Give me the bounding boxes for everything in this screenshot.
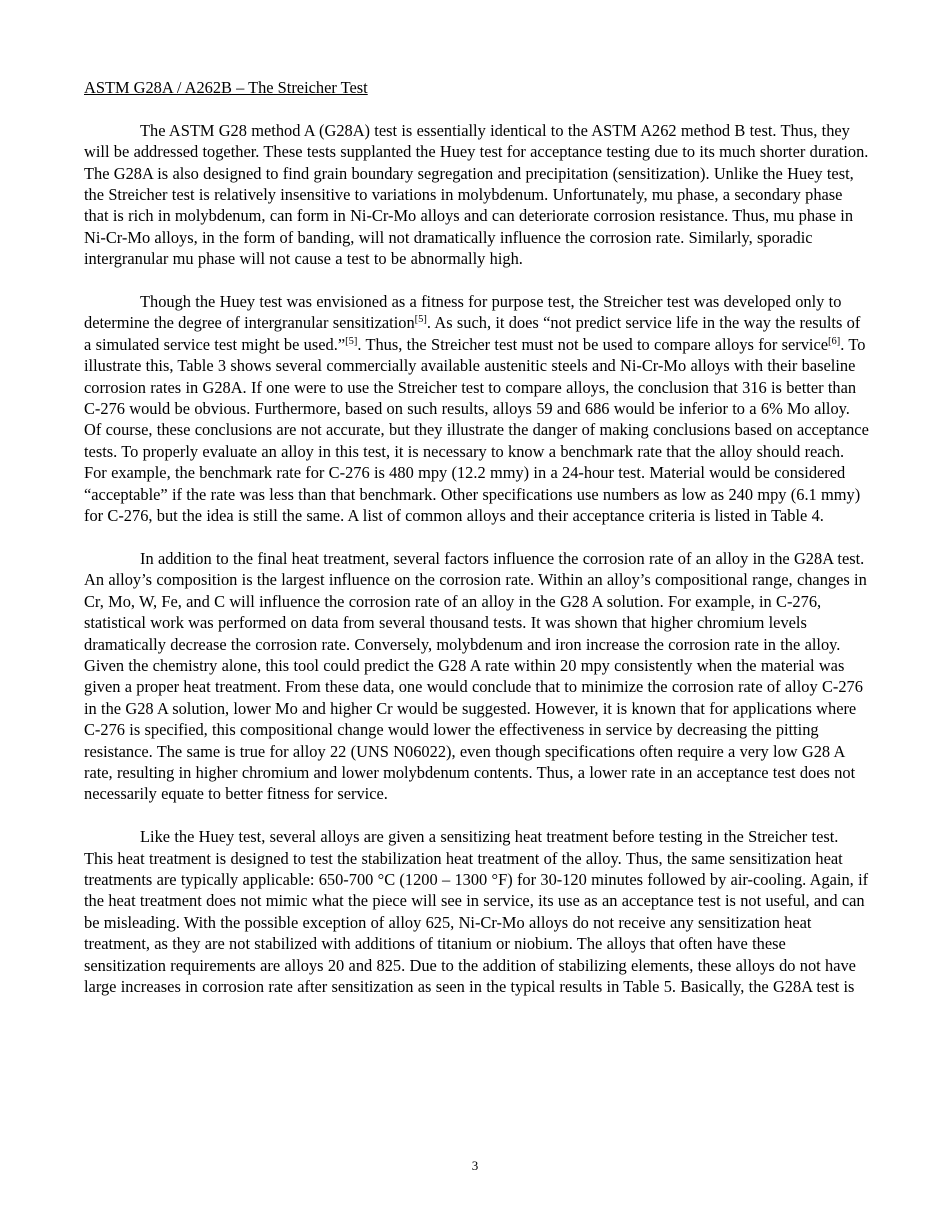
paragraph-text: . As such, it does “not predict service life in the way the results of a simulated service test might be used.” [84, 313, 861, 354]
paragraph-text: In addition to the final heat treatment, several factors influence the corrosion rate of an alloy in the G28A test. An alloy’s composition is the largest influence on the corrosion rate. Within an alloy’s compositional range, changes in Cr, Mo, W, Fe, and C will influence the corrosion rate of an alloy in the G28 A solution. For example, in C-276, statistical work was performed on data from several thousand tests. It was shown that higher chromium levels dramatically decrease the corrosion rate. Conversely, molybdenum and iron increase the corrosion rate in the alloy. Given the chemistry alone, this tool could predict the G28 A rate within 20 mpy consistently when the material was given a proper heat treatment. From these data, one would conclude that to minimize the corrosion rate of alloy C-276 in the G28 A solution, lower Mo and higher Cr would be suggested. However, it is known that for applications where C-276 is specified, this compositional change would lower the effectiveness in service by decreasing the pitting resistance. The same is true for alloy 22 (UNS N06022), even though specifications often require a very low G28 A rate, resulting in higher chromium and lower molybdenum contents. Thus, a lower rate in an acceptance test does not necessarily equate to better fitness for service. [84, 548, 867, 804]
paragraph-text: Though the Huey test was envisioned as a fitness for purpose test, the Streicher test was developed only to determine the degree of intergranular sensitization [84, 292, 842, 333]
paragraph-text: . Thus, the Streicher test must not be used to compare alloys for service [357, 334, 829, 354]
paragraph [84, 291, 869, 526]
page-number: 3 [471, 1158, 479, 1173]
paragraph-container [84, 120, 869, 998]
paragraph [84, 120, 869, 270]
paragraph [84, 548, 869, 805]
citation-reference: [6] [828, 335, 841, 347]
citation-reference: [5] [414, 314, 427, 326]
paragraph-text: Like the Huey test, several alloys are given a sensitizing heat treatment before testing in the Streicher test. This heat treatment is designed to test the stabilization heat treatment of the alloy. Thus, the same sensitization heat treatments are typically applicable: 650-700 °C (1200 – 1300 °F) for 30-120 minutes followed by air-cooling. Again, if the heat treatment does not mimic what the piece will see in service, its use as an acceptance test is not useful, and can be misleading. With the possible exception of alloy 625, Ni-Cr-Mo alloys do not receive any sensitization heat treatment, as they are not stabilized with additions of titanium or niobium. The alloys that often have these sensitization requirements are alloys 20 and 825. Due to the addition of stabilizing elements, these alloys do not have large increases in corrosion rate after sensitization as seen in the typical results in Table 5. Basically, the G28A test is [84, 827, 869, 996]
section-heading: ASTM G28A / A262B – The Streicher Test [84, 78, 368, 97]
paragraph [84, 826, 869, 997]
document-body [84, 77, 869, 1019]
paragraph-text: . To illustrate this, Table 3 shows several commercially available austenitic steels and Ni-Cr-Mo alloys with their baseline corrosion rates in G28A. If one were to use the Streicher test to compare alloys, the conclusion that 316 is better than C-276 would be obvious. Furthermore, based on such results, alloys 59 and 686 would be inferior to a 6% Mo alloy. Of course, these conclusions are not accurate, but they illustrate the danger of making conclusions based on acceptance tests. To properly evaluate an alloy in this test, it is necessary to know a benchmark rate that the alloy should reach. For example, the benchmark rate for C-276 is 480 mpy (12.2 mmy) in a 24-hour test. Material would be considered “acceptable” if the rate was less than that benchmark. Other specifications use numbers as low as 240 mpy (6.1 mmy) for C-276, but the idea is still the same. A list of common alloys and their acceptance criteria is listed in Table 4. [84, 334, 869, 526]
citation-reference: [5] [345, 335, 358, 347]
paragraph-text: The ASTM G28 method A (G28A) test is essentially identical to the ASTM A262 method B test. Thus, they will be addressed together. These tests supplanted the Huey test for acceptance testing due to its much shorter duration. The G28A is also designed to find grain boundary segregation and precipitation (sensitization). Unlike the Huey test, the Streicher test is relatively insensitive to variations in molybdenum. Unfortunately, mu phase, a secondary phase that is rich in molybdenum, can form in Ni-Cr-Mo alloys and can deteriorate corrosion resistance. Thus, mu phase in Ni-Cr-Mo alloys, in the form of banding, will not dramatically influence the corrosion rate. Similarly, sporadic intergranular mu phase will not cause a test to be abnormally high. [84, 120, 869, 269]
